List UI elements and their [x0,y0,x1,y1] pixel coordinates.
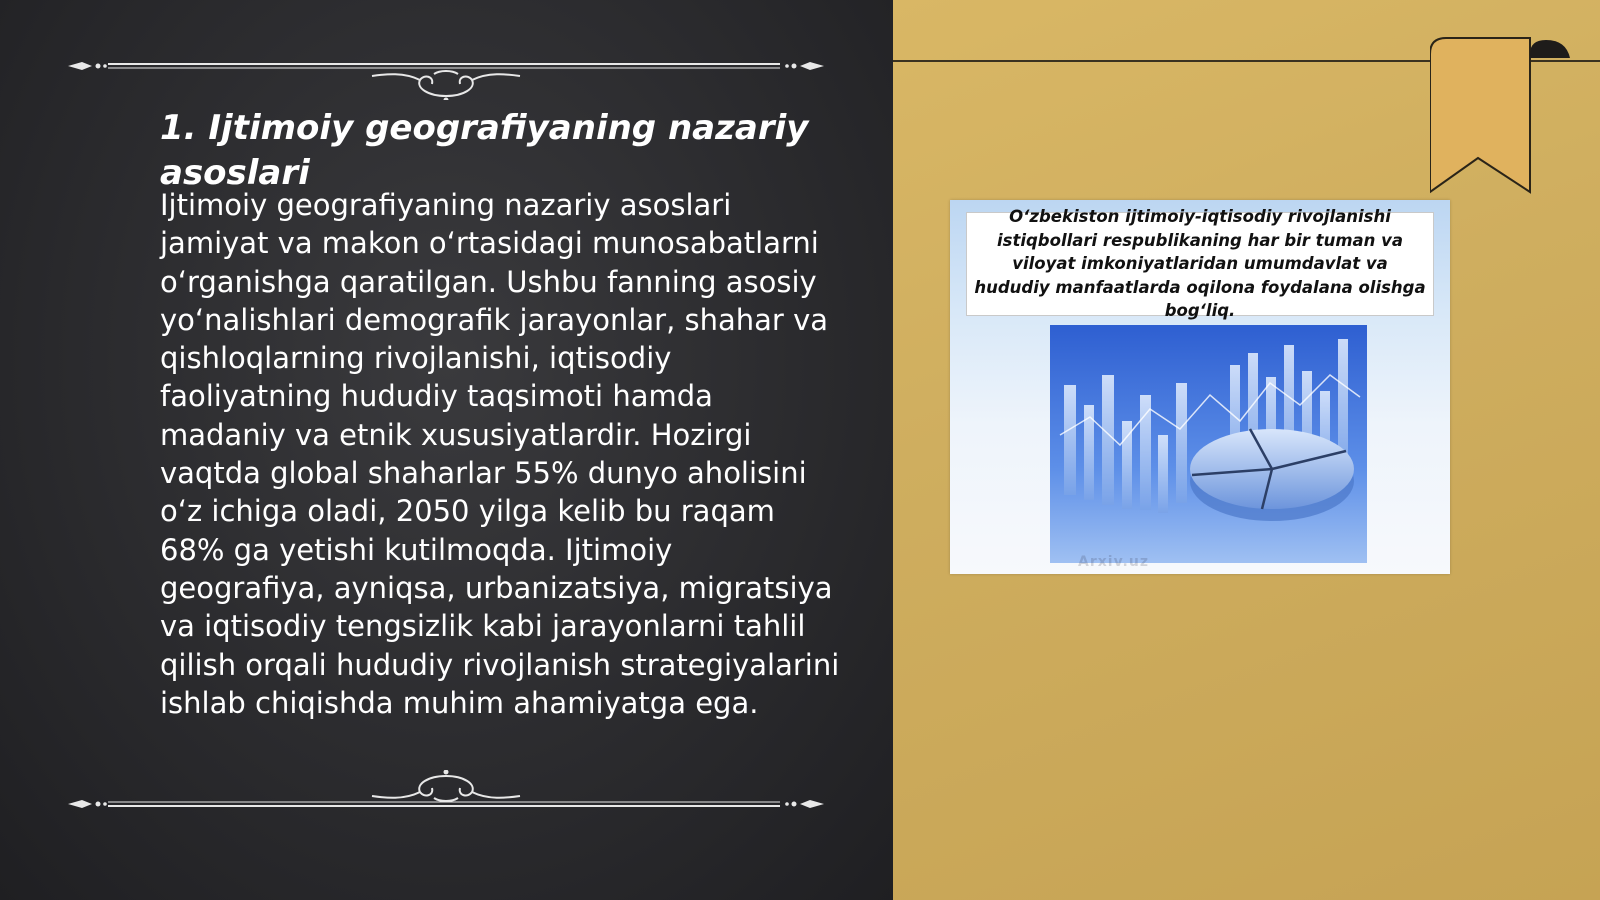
infographic-image [950,200,1450,574]
bottom-ornament-divider [68,770,824,830]
bookmark-ribbon-icon [1430,34,1590,196]
slide-body-text: Ijtimoiy geografiyaning nazariy asoslari jamiyat va makon o‘rtasidagi munosabatlarni o‘rganishga qaratilgan. Ushbu fanning asosiy yo‘nalishlari demografik jarayonlar, shahar va qishloqlarning rivojlanishi, iqtisodiy faoliyatning hududiy taqsimoti hamda madaniy va etnik xususiyatlardir. Hozirgi vaqtda global shaharlar 55% dunyo aholisini o‘z ichiga oladi, 2050 yilga kelib bu raqam 68% ga yetishi kutilmoqda. Ijtimoiy geografiya, ayniqsa, urbanizatsiya, migratsiya va iqtisodiy tengsizlik kabi jarayonlarni tahlil qilish orqali hududiy rivojlanish strategiyalarini ishlab chiqishda muhim ahamiyatga ega. [160,188,840,720]
slide-title: 1. Ijtimoiy geografiyaning nazariy asoslari [160,108,809,193]
image-caption-box [966,207,1434,321]
image-watermark: Arxiv.uz [1078,554,1149,570]
image-caption: O‘zbekiston ijtimoiy-iqtisodiy rivojlanishi istiqbollari respublikaning har bir tuman va viloyat imkoniyatlaridan umumdavlat va hududiy manfaatlarda oqilona foydalana olishga bog‘liq. [974,207,1426,321]
top-ornament-divider [68,40,824,100]
economic-chart-illustration [1050,325,1367,563]
